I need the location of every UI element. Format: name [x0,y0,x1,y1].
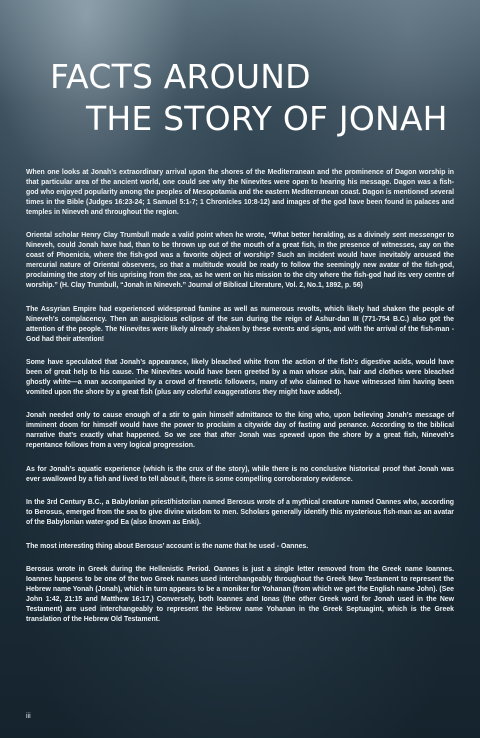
paragraph: The Assyrian Empire had experienced widespread famine as well as numerous revolts, which likely had shaken the people of Nineveh’s complacency. Then an auspicious eclipse of the sun during the reign of Ashur-dan III (771-754 B.C.) also got the attention of the people. The Ninevites were likely already shaken by these events and signs, and with the arrival of the fish-man - God had their attention! [26,305,454,343]
paragraph: In the 3rd Century B.C., a Babylonian priest/historian named Berosus wrote of a mythical creature named Oannes who, according to Berosus, emerged from the sea to give divine wisdom to men. Scholars generally identify this mysterious fish-man as an avatar of the Babylonian water-god Ea (also known as Enki). [26,499,454,527]
paragraph: When one looks at Jonah’s extraordinary arrival upon the shores of the Mediterranean and the prominence of Dagon worship in that particular area of the ancient world, one could see why the Ninevites were open to hearing his message. Dagon was a fish-god who enjoyed popularity among the peoples of Mesopotamia and the eastern Mediterranean coast. Dagon is mentioned several times in the Bible (Judges 16:23-24; 1 Samuel 5:1-7; 1 Chronicles 10:8-12) and images of the god have been found in palaces and temples in Nineveh and throughout the region. [26,169,454,216]
paragraph: As for Jonah’s aquatic experience (which is the crux of the story), while there is no conclusive historical proof that Jonah was ever swallowed by a fish and lived to tell about it, there is some compelling corroboratory evidence. [26,465,454,483]
paragraph: Berosus wrote in Greek during the Hellenistic Period. Oannes is just a single letter removed from the Greek name Ioannes. Ioannes happens to be one of the two Greek names used interchangeably throughout the Greek New Testament to represent the Hebrew name Yonah (Jonah), which in turn appears to be a moniker for Yohanan (from which we get the English name John). (See John 1:42, 21:15 and Matthew 16:17.) Conversely, both Ioannes and Ionas (the other Greek word for Jonah used in the New Testament) are used interchangeably to represent the Hebrew name Yohanan in the Greek Septuagint, which is the Greek translation of the Hebrew Old Testament. [26,566,454,624]
paragraph: The most interesting thing about Berosus’ account is the name that he used - Oannes. [26,542,309,550]
page-number: iii [26,713,31,720]
paragraph: Jonah needed only to cause enough of a stir to gain himself admittance to the king who, upon believing Jonah’s message of imminent doom for himself would have the power to proclaim a citywide day of fasting and penance. According to the biblical narrative that’s exactly what happened. So we see that after Jonah was spewed upon the shore by a great fish, Nineveh’s repentance follows from a very logical progression. [26,412,454,450]
title-line-1: FACTS AROUND [50,57,311,96]
page-title [0,56,480,140]
paragraph: Oriental scholar Henry Clay Trumbull made a valid point when he wrote, “What better heralding, as a divinely sent messenger to Nineveh, could Jonah have had, than to be thrown up out of the mouth of a great fish, in the presence of witnesses, say on the coast of Phoenicia, where the fish-god was a favorite object of worship? Such an incident would have inevitably aroused the mercurial nature of Oriental observers, so that a multitude would be ready to follow the seemingly new avatar of the fish-god, proclaiming the story of his uprising from the sea, as he went on his mission to the city where the fish-god had its very centre of worship.” (H. Clay Trumbull, “Jonah in Nineveh.” Journal of Biblical Literature, Vol. 2, No.1, 1892, p. 56) [26,232,454,290]
article-body [26,168,454,639]
paragraph: Some have speculated that Jonah’s appearance, likely bleached white from the action of the fish’s digestive acids, would have been of great help to his cause. The Ninevites would have been greeted by a man whose skin, hair and clothes were bleached ghostly white—a man accompanied by a crowd of frenetic followers, many of who claimed to have witnessed him having been vomited upon the shore by a great fish (plus any colorful exaggerations they might have added). [26,359,454,396]
title-line-2: THE STORY OF JONAH [86,99,448,138]
